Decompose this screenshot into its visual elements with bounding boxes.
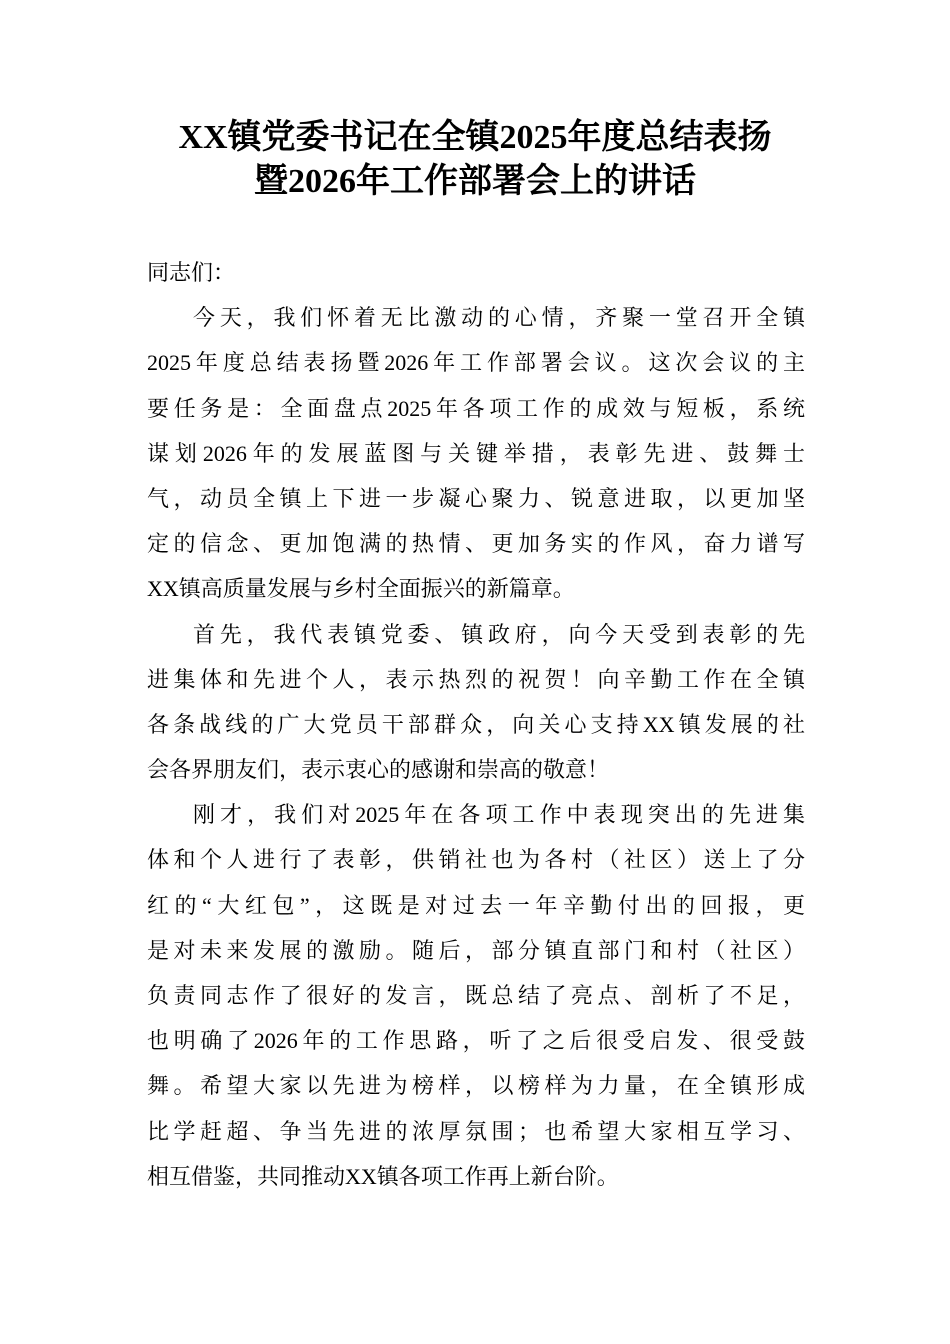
paragraph-line: 舞。希望大家以先进为榜样，以榜样为力量，在全镇形成 xyxy=(147,1073,805,1099)
salutation: 同志们： xyxy=(147,260,236,285)
paragraph-line: 也明确了2026年的工作思路，听了之后很受启发、很受鼓 xyxy=(147,1028,805,1054)
document-title-line-1: XX镇党委书记在全镇2025年度总结表扬 xyxy=(178,119,772,156)
paragraph-line: 是对未来发展的激励。随后，部分镇直部门和村（社区） xyxy=(147,937,805,963)
paragraph-line: 定的信念、更加饱满的热情、更加务实的作风，奋力谱写 xyxy=(147,531,805,557)
paragraph-line: 气，动员全镇上下进一步凝心聚力、锐意进取，以更加坚 xyxy=(147,485,805,511)
paragraph-line: 进集体和先进个人，表示热烈的祝贺！向辛勤工作在全镇 xyxy=(147,666,805,692)
paragraph-line: XX镇高质量发展与乡村全面振兴的新篇章。 xyxy=(147,576,575,602)
paragraph-line: 2025年度总结表扬暨2026年工作部署会议。这次会议的主 xyxy=(147,350,805,376)
paragraph-line: 负责同志作了很好的发言，既总结了亮点、剖析了不足， xyxy=(147,983,805,1008)
paragraph-line: 谋划2026年的发展蓝图与关键举措，表彰先进、鼓舞士 xyxy=(147,440,805,466)
document-body xyxy=(147,250,805,1199)
paragraph-line: 体和个人进行了表彰，供销社也为各村（社区）送上了分 xyxy=(147,847,805,873)
document-title-line-2: 暨2026年工作部署会上的讲话 xyxy=(254,163,696,200)
paragraph-line: 要任务是：全面盘点2025年各项工作的成效与短板，系统 xyxy=(147,395,805,421)
paragraph-line: 今天，我们怀着无比激动的心情，齐聚一堂召开全镇 xyxy=(193,305,805,331)
paragraph-line: 红的“大红包”，这既是对过去一年辛勤付出的回报，更 xyxy=(147,892,805,918)
paragraph-line: 各条战线的广大党员干部群众，向关心支持XX镇发展的社 xyxy=(147,711,805,737)
paragraph-line: 比学赶超、争当先进的浓厚氛围；也希望大家相互学习、 xyxy=(147,1118,805,1144)
paragraph-line: 首先，我代表镇党委、镇政府，向今天受到表彰的先 xyxy=(193,621,805,647)
paragraph-line: 会各界朋友们，表示衷心的感谢和崇高的敬意！ xyxy=(147,757,610,783)
paragraph-line: 刚才，我们对2025年在各项工作中表现突出的先进集 xyxy=(193,802,805,828)
paragraph-line: 相互借鉴，共同推动XX镇各项工作再上新台阶。 xyxy=(147,1163,619,1189)
